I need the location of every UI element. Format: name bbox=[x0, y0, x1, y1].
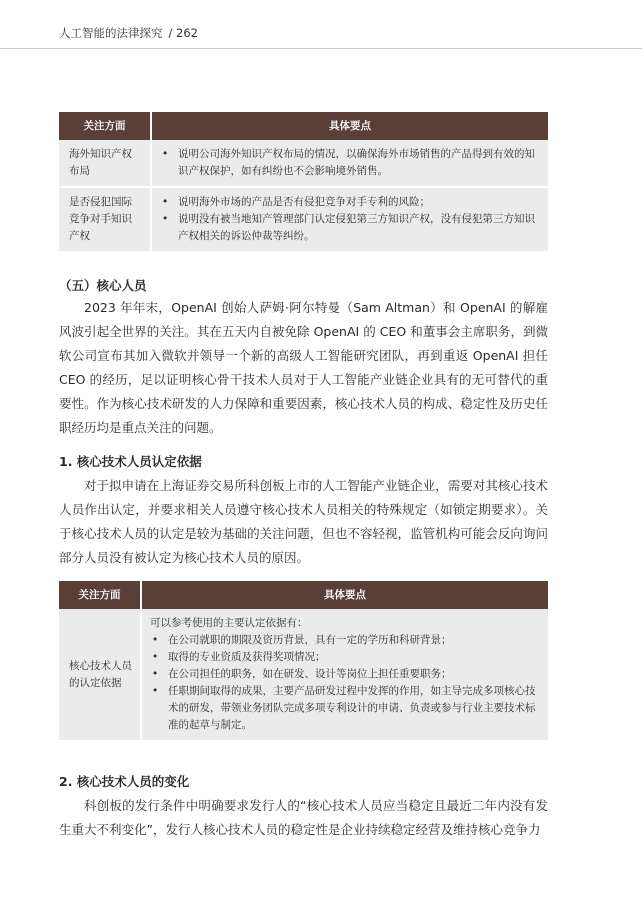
body-paragraph: 科创板的发行条件中明确要求发行人的“核心技术人员应当稳定且最近二年内没有发生重大不利变化”，发行人核心技术人员的稳定性是企业持续稳定经营及维持核心竞争力 bbox=[59, 798, 548, 837]
column-header-points: 具体要点 bbox=[151, 112, 548, 140]
list-item: • 取得的专业资质及获得奖项情况； bbox=[150, 649, 540, 666]
column-header-aspect: 关注方面 bbox=[59, 581, 141, 609]
bullet-icon: • bbox=[162, 148, 169, 160]
criteria-intro: 可以参考使用的主要认定依据有： bbox=[150, 617, 308, 629]
column-header-points: 具体要点 bbox=[141, 581, 548, 609]
book-title: 人工智能的法律探究 bbox=[59, 26, 163, 40]
subsection-heading: 1. 核心技术人员认定依据 bbox=[59, 454, 202, 469]
body-paragraph: 2023 年年末，OpenAI 创始人萨姆·阿尔特曼（Sam Altman）和 OpenAI 的解雇风波引起全世界的关注。其在五天内自被免除 OpenAI 的 CEO 和董事会主席职务，到微软公司宣布其加入微软并领导一个新的高级人工智能研究团队，再到重返 OpenAI 担任 CEO 的经历，足以证明核心骨干技术人员对于人工智能产业链企业具有的无可替代的重要性。作为核心技术研发的人力保障和重要因素，核心技术人员的构成、稳定性及历史任职经历均是重点关注的问题。 bbox=[59, 300, 548, 435]
bullet-icon: • bbox=[162, 213, 169, 225]
list-item: • 说明公司海外知识产权布局的情况，以确保海外市场销售的产品得到有效的知识产权保护，如有纠纷也不会影响境外销售。 bbox=[162, 148, 535, 177]
page-number: / 262 bbox=[168, 26, 198, 40]
aspect-cell: 是否侵犯国际竞争对手知识产权 bbox=[59, 187, 151, 251]
table-header-row bbox=[59, 112, 548, 140]
ip-requirements-table bbox=[59, 112, 548, 251]
table-header-row bbox=[59, 581, 548, 609]
points-cell bbox=[151, 140, 548, 187]
table-row bbox=[59, 187, 548, 251]
points-cell bbox=[141, 609, 548, 740]
running-head bbox=[59, 25, 198, 41]
core-staff-criteria-table bbox=[59, 581, 548, 740]
section-heading: （五）核心人员 bbox=[59, 278, 147, 293]
bullet-icon: • bbox=[152, 685, 159, 697]
column-header-aspect: 关注方面 bbox=[59, 112, 151, 140]
list-item: • 在公司担任的职务，如在研发、设计等岗位上担任重要职务； bbox=[150, 666, 540, 683]
bullet-icon: • bbox=[152, 668, 159, 680]
list-item: • 说明没有被当地知产管理部门认定侵犯第三方知识产权，没有侵犯第三方知识产权相关的诉讼仲裁等纠纷。 bbox=[162, 213, 535, 242]
header-rule bbox=[0, 48, 642, 49]
bullet-icon: • bbox=[152, 651, 159, 663]
table-row bbox=[59, 609, 548, 740]
list-item: • 说明海外市场的产品是否有侵犯竞争对手专利的风险； bbox=[160, 194, 540, 211]
list-item: • 在公司就职的期限及资历背景，具有一定的学历和科研背景； bbox=[150, 632, 540, 649]
subsection-heading: 2. 核心技术人员的变化 bbox=[59, 774, 190, 789]
table-row bbox=[59, 140, 548, 187]
aspect-cell: 海外知识产权布局 bbox=[59, 140, 151, 187]
points-cell bbox=[151, 187, 548, 251]
aspect-cell: 核心技术人员的认定依据 bbox=[59, 609, 141, 740]
body-paragraph: 对于拟申请在上海证券交易所科创板上市的人工智能产业链企业，需要对其核心技术人员作出认定，并要求相关人员遵守核心技术人员相关的特殊规定（如锁定期要求）。关于核心技术人员的认定是较为基础的关注问题，但也不容轻视，监管机构可能会反向询问部分人员没有被认定为核心技术人员的原因。 bbox=[59, 478, 548, 565]
list-item: • 任职期间取得的成果，主要产品研发过程中发挥的作用，如主导完成多项核心技术的研发，带领业务团队完成多项专利设计的申请、负责或参与行业主要技术标准的起草与制定。 bbox=[152, 685, 536, 731]
bullet-icon: • bbox=[162, 196, 169, 208]
bullet-icon: • bbox=[152, 634, 159, 646]
